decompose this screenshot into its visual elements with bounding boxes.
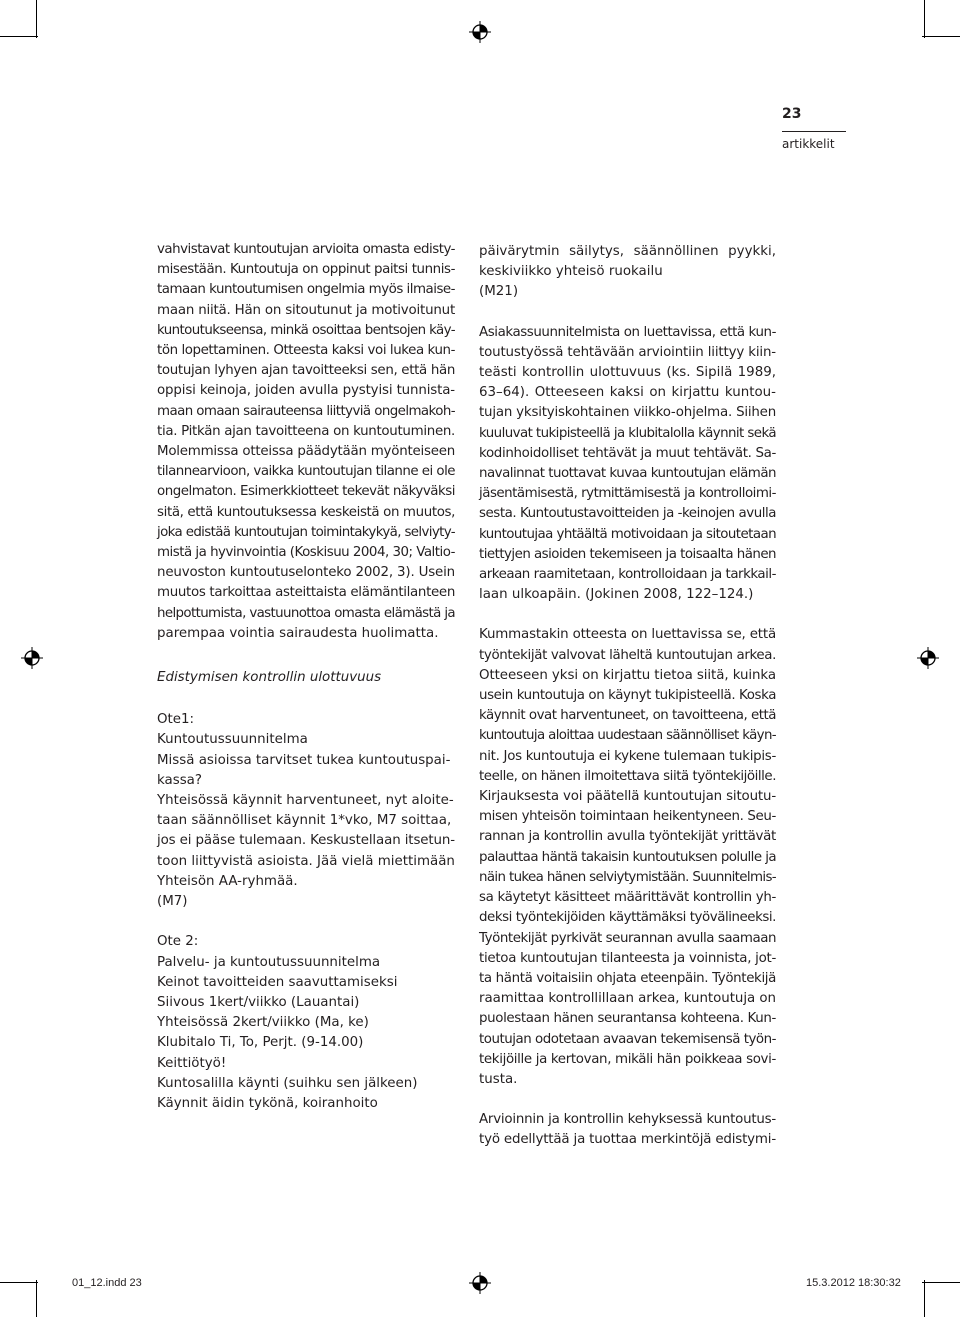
crop-mark	[924, 1280, 925, 1317]
crop-mark	[922, 1282, 960, 1283]
text-line: teästi kontrollin ulottuvuus (ks. Sipilä 1989,	[479, 365, 776, 381]
text-line: sa käytetyt käsitteet määrittävät kontrollin yh-	[479, 890, 776, 906]
text-line: tön lopettaminen. Otteesta kaksi voi lukea kun-	[157, 343, 455, 359]
slug-file: 01_12.indd 23	[72, 1277, 142, 1289]
excerpt-line: Kuntoutussuunnitelma	[157, 732, 308, 748]
text-line: deksi työntekijöiden käyttämäksi työvälineeksi.	[479, 910, 776, 926]
text-line: tekijöille ja kertovan, mikäli hän poikkeaa sovi-	[479, 1051, 776, 1067]
text-line: kodinhoidolliset tehtävät ja muut tehtävät. Sa-	[479, 445, 776, 461]
text-line: työ edellyttää ja tuottaa merkintöjä edistymi-	[479, 1132, 776, 1148]
body-paragraph	[479, 323, 776, 606]
text-line: kuntoutujaa yhtäältä motivoidaan ja sitoutetaan	[479, 526, 776, 542]
text-line: tamaan kuntoutumisen ongelmia myös ilmaise-	[157, 282, 455, 298]
excerpt-line: Missä asioissa tarvitset tukea kuntoutuspai-	[157, 752, 451, 768]
text-line: neuvoston kuntoutuselonteko 2002, 3). Usein	[157, 565, 455, 581]
registration-mark-icon	[21, 647, 43, 669]
text-line: misestään. Kuntoutuja on oppinut paitsi tunnis-	[157, 262, 455, 278]
text-line: raamittaa kontrollillaan arkea, kuntoutuja on	[479, 991, 776, 1007]
text-line: tusta.	[479, 1071, 518, 1087]
text-line: näin tukea hänen selviytymistään. Suunnitelmis-	[479, 869, 776, 885]
text-line: parempaa vointia sairaudesta huolimatta.	[157, 625, 439, 641]
text-line: kuuluvat tukipisteellä ja klubitalolla käynnit sekä	[479, 425, 777, 441]
heading-text: Edistymisen kontrollin ulottuvuus	[157, 670, 382, 686]
crop-mark	[36, 1280, 37, 1317]
text-line: kuntoutukseensa, minkä osoittaa bentsojen käy-	[157, 322, 455, 338]
text-line: muutos tarkoittaa asteittaista elämäntilanteen	[157, 585, 455, 601]
text-line: tujan yksityiskohtainen viikko-ohjelma. Siihen	[479, 405, 776, 421]
body-paragraph	[479, 625, 776, 1090]
excerpt-line: Ote 2:	[157, 934, 199, 950]
text-line: navalinnat tuottavat kuvaa kuntoutujan elämän	[479, 466, 776, 482]
text-line: jäsentämisestä, rytmittämisestä ja kontrolloimi-	[479, 486, 776, 502]
text-line: tiettyjen asioiden tekemiseen ja toisaalta hänen	[479, 546, 776, 562]
section-label: artikkelit	[782, 137, 835, 151]
right-column	[479, 242, 776, 1151]
excerpt-1	[157, 710, 455, 912]
text-line: toutustyössä tehtävään arviointiin liittyy kiin-	[479, 344, 776, 360]
registration-mark-icon	[469, 21, 491, 43]
excerpt-line: Klubitalo Ti, To, Perjt. (9-14.00)	[157, 1035, 364, 1051]
text-line: Asiakassuunnitelmista on luettavissa, että kun-	[479, 324, 776, 340]
text-line: käynnit ovat harventuneet, on tavoitteena, että	[479, 708, 776, 724]
section-heading	[157, 668, 455, 688]
body-paragraph	[479, 1110, 776, 1150]
registration-mark-icon	[917, 647, 939, 669]
text-line: ta häntä voitaisiin ohjata eteenpäin. Työntekijä	[479, 970, 776, 986]
text-line: (M21)	[479, 284, 519, 300]
crop-mark	[0, 36, 38, 37]
text-line: toutujan odotetaan avaavan tekemisensä työn-	[479, 1031, 776, 1047]
crop-mark	[922, 36, 960, 37]
body-paragraph	[157, 240, 455, 644]
excerpt-line: toon liittyvistä asioista. Jää vielä miettimään	[157, 853, 455, 869]
excerpt-line: Kuntosalilla käynti (suihku sen jälkeen)	[157, 1075, 418, 1091]
crop-mark	[36, 0, 37, 38]
text-line: Arvioinnin ja kontrollin kehyksessä kuntoutus-	[479, 1112, 776, 1128]
excerpt-line: jos ei pääse tulemaan. Keskustellaan itsetun-	[157, 833, 455, 849]
text-line: misen yhteisön toimintaan heikentyneen. Seu-	[479, 809, 776, 825]
excerpt-line: Yhteisössä 2kert/viikko (Ma, ke)	[157, 1015, 369, 1031]
text-line: teelle, on hänen ilmoitettava siitä työntekijöille.	[479, 768, 776, 784]
text-line: mistä ja hyvinvointia (Koskisuu 2004, 30; Valtio-	[157, 545, 455, 561]
registration-mark-icon	[469, 1272, 491, 1294]
excerpt-line: Keinot tavoitteiden saavuttamiseksi	[157, 974, 398, 990]
text-line: kuntoutuja aloittaa uudestaan säännölliset käyn-	[479, 728, 776, 744]
text-line: nit. Jos kuntoutuja ei kykene tulemaan tukipis-	[479, 748, 776, 764]
text-line: Molemmissa otteissa päädytään myönteiseen	[157, 444, 455, 460]
excerpt-2	[157, 932, 455, 1114]
text-line: laan ulkoapäin. (Jokinen 2008, 122–124.)	[479, 587, 754, 603]
text-line: Työntekijät pyrkivät seurannan avulla saamaan	[479, 930, 776, 946]
text-line: toutujan lyhyen ajan tavoitteeksi sen, että hän	[157, 363, 455, 379]
excerpt-line: (M7)	[157, 894, 188, 910]
folio	[782, 104, 846, 153]
text-line: palauttaa häntä takaisin kuntoutuksen polulle ja	[479, 849, 776, 865]
text-line: helpottumista, vastuunottoa omasta elämästä ja	[157, 605, 455, 621]
excerpt-line: Siivous 1kert/viikko (Lauantai)	[157, 994, 360, 1010]
text-line: tia. Pitkän ajan tavoitteena on kuntoutuminen.	[157, 423, 455, 439]
excerpt-line: Yhteisössä käynnit harventuneet, nyt aloite-	[157, 793, 454, 809]
excerpt-continuation	[479, 242, 776, 303]
text-line: ongelmaton. Esimerkkiotteet tekevät näkyväksi	[157, 484, 455, 500]
excerpt-line: taan säännölliset käynnit 1*vko, M7 soittaa,	[157, 813, 452, 829]
left-column	[157, 240, 455, 1114]
text-line: Kummastakin otteesta on luettavissa se, että	[479, 627, 776, 643]
text-line: tilannearvioon, vaikka kuntoutujan tilanne ei ole	[157, 464, 455, 480]
text-line: keskiviikko yhteisö ruokailu	[479, 264, 663, 280]
text-line: rannan ja kontrollin avulla työntekijät yrittävät	[479, 829, 776, 845]
folio-rule	[782, 131, 846, 132]
text-line: päivärytmin säilytys, säännöllinen pyykki,	[479, 244, 776, 259]
excerpt-line: Yhteisön AA-ryhmää.	[157, 873, 298, 889]
text-line: puolestaan hänen seurantansa kohteena. Kun-	[479, 1011, 776, 1027]
text-line: maan niitä. Hän on sitoutunut ja motivoitunut	[157, 302, 455, 318]
excerpt-line: Ote1:	[157, 712, 195, 728]
text-line: oppisi keinoja, joiden avulla pystyisi tunnista-	[157, 383, 455, 399]
text-line: joka edistää kuntoutujan toimintakykyä, selviyty-	[157, 524, 455, 540]
page-number: 23	[782, 106, 802, 122]
crop-mark	[0, 1282, 38, 1283]
excerpt-line: Käynnit äidin tykönä, koiranhoito	[157, 1095, 378, 1111]
text-line: 63–64). Otteeseen kaksi on kirjattu kuntou-	[479, 385, 776, 401]
slug-date: 15.3.2012 18:30:32	[806, 1277, 901, 1289]
text-line: Kirjauksesta voi päätellä kuntoutujan sitoutu-	[479, 789, 776, 805]
text-line: maan omaan sairauteensa liittyviä ongelmakoh-	[157, 403, 455, 419]
text-line: sesta. Kuntoutustavoitteiden ja -keinojen avulla	[479, 506, 776, 522]
text-line: sitä, että kuntoutuksessa keskeistä on muutos,	[157, 504, 455, 520]
text-line: tietoa kuntoutujan tilanteesta ja voinnista, jot-	[479, 950, 776, 966]
text-line: työntekijät valvovat läheltä kuntoutujan arkea.	[479, 647, 776, 663]
text-line: vahvistavat kuntoutujan arvioita omasta edisty-	[157, 242, 455, 257]
excerpt-line: Keittiötyö!	[157, 1055, 227, 1071]
excerpt-line: kassa?	[157, 772, 202, 788]
text-line: Otteeseen yksi on kirjattu tietoa siitä, kuinka	[479, 667, 776, 683]
excerpt-line: Palvelu- ja kuntoutussuunnitelma	[157, 954, 381, 970]
text-line: arkeaan raamitetaan, kontrolloidaan ja tarkkail-	[479, 567, 776, 583]
crop-mark	[924, 0, 925, 38]
text-line: usein kuntoutuja on käynyt tukipisteellä. Koska	[479, 688, 776, 704]
